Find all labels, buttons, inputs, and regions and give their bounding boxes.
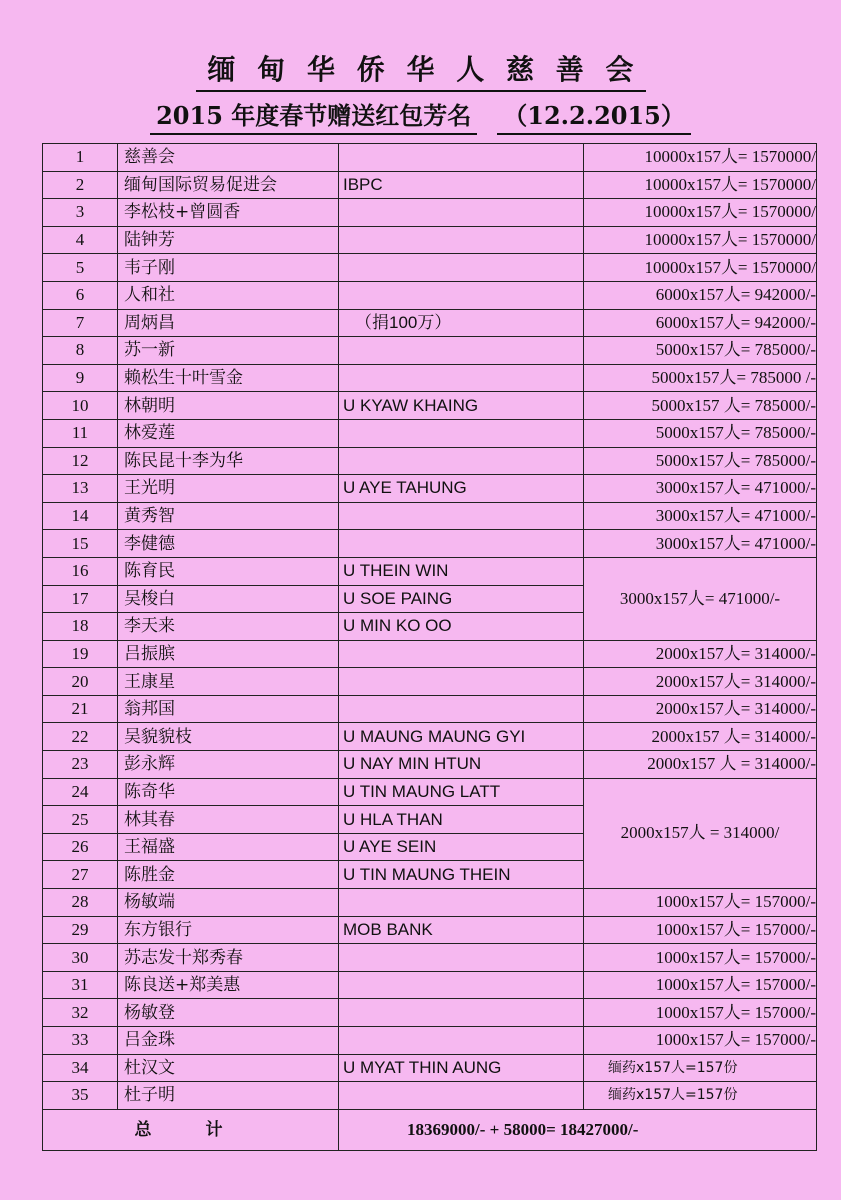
donor-english-name xyxy=(339,640,584,668)
row-number: 3 xyxy=(43,199,118,227)
row-number: 19 xyxy=(43,640,118,668)
table-row xyxy=(43,171,817,199)
donor-name: 缅甸国际贸易促进会 xyxy=(118,171,339,199)
donor-name: 陈良送+郑美惠 xyxy=(118,971,339,999)
donor-english-name: U TIN MAUNG THEIN xyxy=(339,861,584,889)
donor-name: 彭永辉 xyxy=(118,751,339,779)
donor-english-name xyxy=(339,254,584,282)
donor-name: 李松枝+曾圆香 xyxy=(118,199,339,227)
row-number: 31 xyxy=(43,971,118,999)
donation-amount-text: 3000x157人= 471000/- xyxy=(655,478,816,498)
row-number: 30 xyxy=(43,944,118,972)
donor-name: 韦子刚 xyxy=(118,254,339,282)
donor-english-name: U THEIN WIN xyxy=(339,557,584,585)
row-number: 10 xyxy=(43,392,118,420)
donation-amount xyxy=(584,889,817,917)
table-row xyxy=(43,557,817,585)
row-number: 9 xyxy=(43,364,118,392)
subtitle-date: （12.2.2015） xyxy=(497,96,691,135)
donation-amount-text: 缅药x157人=157份 xyxy=(608,1059,738,1076)
donation-amount-text: 缅药x157人=157份 xyxy=(608,1087,738,1104)
donation-amount-text: 10000x157人= 1570000/ xyxy=(644,257,816,277)
donor-english-name: U NAY MIN HTUN xyxy=(339,751,584,779)
donor-name: 李健德 xyxy=(118,530,339,558)
table-row xyxy=(43,475,817,503)
donor-name: 周炳昌 xyxy=(118,309,339,337)
donor-name: 陈民昆十李为华 xyxy=(118,447,339,475)
row-number: 7 xyxy=(43,309,118,337)
donor-name: 赖松生十叶雪金 xyxy=(118,364,339,392)
donor-english-name xyxy=(339,364,584,392)
donation-amount xyxy=(584,447,817,475)
row-number: 6 xyxy=(43,281,118,309)
donation-amount xyxy=(584,1054,817,1082)
donation-amount xyxy=(584,1027,817,1055)
row-number: 17 xyxy=(43,585,118,613)
table-row xyxy=(43,392,817,420)
row-number: 26 xyxy=(43,833,118,861)
page-subtitle xyxy=(0,96,841,135)
donor-english-name: U AYE SEIN xyxy=(339,833,584,861)
donation-amount-text: 1000x157人= 157000/- xyxy=(655,919,816,939)
donor-english-name xyxy=(339,502,584,530)
donor-english-name xyxy=(339,695,584,723)
donation-amount xyxy=(584,999,817,1027)
donor-name: 陈育民 xyxy=(118,557,339,585)
donor-english-name xyxy=(339,199,584,227)
row-number: 25 xyxy=(43,806,118,834)
donation-amount-text: 6000x157人= 942000/- xyxy=(655,285,816,305)
table-row xyxy=(43,668,817,696)
donor-name: 东方银行 xyxy=(118,916,339,944)
donor-name: 陈胜金 xyxy=(118,861,339,889)
donation-amount xyxy=(584,530,817,558)
donation-amount-text: 2000x157 人 = 314000/- xyxy=(647,754,816,774)
table-row xyxy=(43,1054,817,1082)
donor-name: 李天来 xyxy=(118,613,339,641)
donor-name: 黄秀智 xyxy=(118,502,339,530)
table-row xyxy=(43,281,817,309)
row-number: 20 xyxy=(43,668,118,696)
donor-english-name xyxy=(339,281,584,309)
row-number: 18 xyxy=(43,613,118,641)
donor-english-name: U MYAT THIN AUNG xyxy=(339,1054,584,1082)
donation-amount-text: 6000x157人= 942000/- xyxy=(655,312,816,332)
donation-amount xyxy=(584,254,817,282)
donation-amount-text: 1000x157人= 157000/- xyxy=(655,1002,816,1022)
donation-amount-text: 3000x157人= 471000/- xyxy=(655,506,816,526)
row-number: 11 xyxy=(43,419,118,447)
donor-english-name xyxy=(339,971,584,999)
donor-name: 陆钟芳 xyxy=(118,226,339,254)
row-number: 5 xyxy=(43,254,118,282)
donation-amount-text: 5000x157人= 785000 /- xyxy=(651,368,816,388)
donor-name: 杜子明 xyxy=(118,1082,339,1110)
row-number: 27 xyxy=(43,861,118,889)
donor-name: 吕振膑 xyxy=(118,640,339,668)
donor-english-name: MOB BANK xyxy=(339,916,584,944)
table-row xyxy=(43,309,817,337)
table-row xyxy=(43,502,817,530)
donor-english-name xyxy=(339,1027,584,1055)
donor-name: 王光明 xyxy=(118,475,339,503)
donor-name: 王康星 xyxy=(118,668,339,696)
total-label: 总 计 xyxy=(43,1109,339,1150)
table-row xyxy=(43,144,817,172)
donation-amount xyxy=(584,751,817,779)
donor-name: 杨敏登 xyxy=(118,999,339,1027)
donor-name: 吴貌貌枝 xyxy=(118,723,339,751)
donor-english-name: U TIN MAUNG LATT xyxy=(339,778,584,806)
donation-amount xyxy=(584,668,817,696)
donation-amount xyxy=(584,475,817,503)
donation-amount xyxy=(584,971,817,999)
table-row xyxy=(43,1082,817,1110)
row-number: 32 xyxy=(43,999,118,1027)
donation-amount-text: 5000x157人= 785000/- xyxy=(655,450,816,470)
donation-amount xyxy=(584,281,817,309)
table-row xyxy=(43,226,817,254)
table-row xyxy=(43,1027,817,1055)
donation-amount-text: 5000x157人= 785000/- xyxy=(655,340,816,360)
donation-amount-text: 1000x157人= 157000/- xyxy=(655,1030,816,1050)
donation-amount-text: 1000x157人= 157000/- xyxy=(655,975,816,995)
subtitle-text: 2015 年度春节赠送红包芳名 xyxy=(150,96,477,135)
table-row xyxy=(43,916,817,944)
row-number: 22 xyxy=(43,723,118,751)
donor-english-name: （捐100万） xyxy=(339,309,584,337)
donor-english-name: IBPC xyxy=(339,171,584,199)
row-number: 8 xyxy=(43,337,118,365)
donation-amount xyxy=(584,309,817,337)
donor-name: 慈善会 xyxy=(118,144,339,172)
donor-english-name: U MAUNG MAUNG GYI xyxy=(339,723,584,751)
row-number: 15 xyxy=(43,530,118,558)
row-number: 34 xyxy=(43,1054,118,1082)
donation-amount xyxy=(584,723,817,751)
table-row xyxy=(43,419,817,447)
donation-amount-text: 10000x157人= 1570000/ xyxy=(644,202,816,222)
donation-amount xyxy=(584,171,817,199)
table-row xyxy=(43,971,817,999)
donor-english-name xyxy=(339,889,584,917)
row-number: 12 xyxy=(43,447,118,475)
total-row xyxy=(43,1109,817,1150)
donation-amount xyxy=(584,1082,817,1110)
table-row xyxy=(43,999,817,1027)
donor-name: 吕金珠 xyxy=(118,1027,339,1055)
donation-amount xyxy=(584,916,817,944)
donation-amount-text: 2000x157人= 314000/- xyxy=(655,643,816,663)
donor-name: 苏一新 xyxy=(118,337,339,365)
donor-name: 翁邦国 xyxy=(118,695,339,723)
donor-english-name xyxy=(339,447,584,475)
row-number: 33 xyxy=(43,1027,118,1055)
donation-amount-text: 10000x157人= 1570000/ xyxy=(644,174,816,194)
donor-name: 王福盛 xyxy=(118,833,339,861)
donor-english-name xyxy=(339,144,584,172)
donor-english-name: U KYAW KHAING xyxy=(339,392,584,420)
row-number: 2 xyxy=(43,171,118,199)
donation-amount xyxy=(584,640,817,668)
table-row xyxy=(43,447,817,475)
table-row xyxy=(43,751,817,779)
donation-amount xyxy=(584,419,817,447)
table-row xyxy=(43,640,817,668)
donor-name: 杜汉文 xyxy=(118,1054,339,1082)
donation-amount-text: 5000x157人= 785000/- xyxy=(655,423,816,443)
donor-english-name xyxy=(339,337,584,365)
donor-english-name xyxy=(339,226,584,254)
donor-english-name xyxy=(339,419,584,447)
donor-name: 林朝明 xyxy=(118,392,339,420)
donation-amount xyxy=(584,557,817,640)
donation-amount xyxy=(584,944,817,972)
row-number: 28 xyxy=(43,889,118,917)
donation-amount xyxy=(584,199,817,227)
donation-amount-text: 1000x157人= 157000/- xyxy=(655,892,816,912)
row-number: 35 xyxy=(43,1082,118,1110)
row-number: 21 xyxy=(43,695,118,723)
donation-amount xyxy=(584,392,817,420)
donation-amount xyxy=(584,778,817,888)
donation-amount xyxy=(584,695,817,723)
donation-amount-text: 2000x157 人= 314000/- xyxy=(651,726,816,746)
donor-english-name xyxy=(339,944,584,972)
table-row xyxy=(43,337,817,365)
donor-name: 苏志发十郑秀春 xyxy=(118,944,339,972)
donation-amount-text: 10000x157人= 1570000/ xyxy=(644,230,816,250)
donation-amount xyxy=(584,144,817,172)
row-number: 23 xyxy=(43,751,118,779)
donation-amount xyxy=(584,337,817,365)
table-row xyxy=(43,695,817,723)
donor-english-name xyxy=(339,668,584,696)
row-number: 16 xyxy=(43,557,118,585)
row-number: 24 xyxy=(43,778,118,806)
row-number: 29 xyxy=(43,916,118,944)
donation-amount-text: 2000x157人 = 314000/ xyxy=(620,823,780,843)
donor-name: 陈奇华 xyxy=(118,778,339,806)
donor-name: 杨敏端 xyxy=(118,889,339,917)
donor-english-name: U AYE TAHUNG xyxy=(339,475,584,503)
table-row xyxy=(43,778,817,806)
table-row xyxy=(43,199,817,227)
row-number: 1 xyxy=(43,144,118,172)
donation-amount-text: 10000x157人= 1570000/ xyxy=(644,147,816,167)
donor-english-name xyxy=(339,999,584,1027)
row-number: 13 xyxy=(43,475,118,503)
table-row xyxy=(43,254,817,282)
donor-name: 林其春 xyxy=(118,806,339,834)
table-row xyxy=(43,944,817,972)
donation-amount xyxy=(584,226,817,254)
table-row xyxy=(43,364,817,392)
donor-english-name: U HLA THAN xyxy=(339,806,584,834)
donor-table xyxy=(42,143,817,1151)
donation-amount-text: 2000x157人= 314000/- xyxy=(655,671,816,691)
donation-amount-text: 3000x157人= 471000/- xyxy=(655,533,816,553)
table-row xyxy=(43,530,817,558)
row-number: 14 xyxy=(43,502,118,530)
donation-amount-text: 1000x157人= 157000/- xyxy=(655,947,816,967)
row-number: 4 xyxy=(43,226,118,254)
total-value: 18369000/- + 58000= 18427000/- xyxy=(339,1109,817,1150)
page-title: 缅 甸 华 侨 华 人 慈 善 会 xyxy=(0,48,841,92)
donation-amount xyxy=(584,502,817,530)
donation-amount xyxy=(584,364,817,392)
donor-english-name xyxy=(339,1082,584,1110)
donor-name: 吴梭白 xyxy=(118,585,339,613)
donor-name: 人和社 xyxy=(118,281,339,309)
donation-amount-text: 2000x157人= 314000/- xyxy=(655,699,816,719)
donation-amount-text: 3000x157人= 471000/- xyxy=(619,588,781,608)
donation-amount-text: 5000x157 人= 785000/- xyxy=(651,395,816,415)
donor-english-name: U MIN KO OO xyxy=(339,613,584,641)
donor-english-name: U SOE PAING xyxy=(339,585,584,613)
donor-name: 林爱莲 xyxy=(118,419,339,447)
table-row xyxy=(43,889,817,917)
donor-english-name xyxy=(339,530,584,558)
table-row xyxy=(43,723,817,751)
